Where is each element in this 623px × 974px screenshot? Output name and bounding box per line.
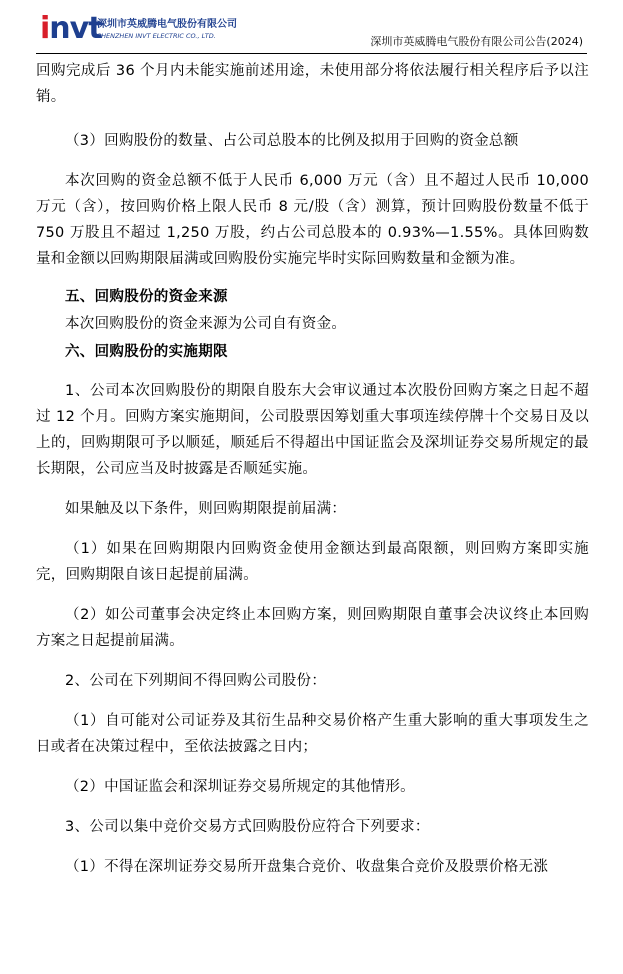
- paragraph: 回购完成后 36 个月内未能实施前述用途，未使用部分将依法履行相关程序后予以注销。: [36, 63, 589, 105]
- document-body: [36, 58, 589, 880]
- logo-company-en: SHENZHEN INVT ELECTRIC CO., LTD.: [97, 32, 216, 40]
- list-item: （2）如公司董事会决定终止本回购方案，则回购期限自董事会决议终止本回购方案之日起提前届满。: [36, 607, 589, 649]
- list-item: （1）不得在深圳证券交易所开盘集合竞价、收盘集合竞价及股票价格无涨: [65, 859, 549, 875]
- paragraph: 2、公司在下列期间不得回购公司股份：: [65, 673, 327, 689]
- page-header: [0, 0, 623, 54]
- subsection-heading: （3）回购股份的数量、占公司总股本的比例及拟用于回购的资金总额: [65, 133, 519, 149]
- paragraph: 本次回购的资金总额不低于人民币 6,000 万元（含）且不超过人民币 10,000 万元（含），按回购价格上限人民币 8 元/股（含）测算，预计回购股份数量不低于 750 万股且不超过 1,250 万股，约占公司总股本的 0.93%—1.55%。具体回购数量和金额以回购期限届满或回购股份实施完毕时实际回购数量和金额为准。: [36, 173, 589, 267]
- header-divider: [36, 53, 587, 54]
- list-item: （1）如果在回购期限内回购资金使用金额达到最高限额，则回购方案即实施完，回购期限自该日起提前届满。: [36, 541, 589, 583]
- paragraph: 1、公司本次回购股份的期限自股东大会审议通过本次股份回购方案之日起不超过 12 个月。回购方案实施期间，公司股票因筹划重大事项连续停牌十个交易日及以上的，回购期限可予以顺延，顺延后不得超出中国证监会及深圳证券交易所规定的最长期限，公司应当及时披露是否顺延实施。: [36, 383, 589, 477]
- paragraph: 本次回购股份的资金来源为公司自有资金。: [65, 316, 347, 332]
- paragraph: 如果触及以下条件，则回购期限提前届满：: [65, 501, 347, 517]
- invt-logo-mark: invt: [40, 11, 102, 46]
- announcement-title: 深圳市英威腾电气股份有限公司公告(2024): [370, 35, 583, 48]
- section-heading: 五、回购股份的资金来源: [65, 289, 228, 305]
- section-heading: 六、回购股份的实施期限: [65, 344, 228, 360]
- list-item: （1）自可能对公司证券及其衍生品种交易价格产生重大影响的重大事项发生之日或者在决策过程中，至依法披露之日内；: [36, 713, 589, 755]
- paragraph: 3、公司以集中竞价交易方式回购股份应符合下列要求：: [65, 819, 430, 835]
- logo-company-cn: 深圳市英威腾电气股份有限公司: [97, 19, 237, 30]
- list-item: （2）中国证监会和深圳证券交易所规定的其他情形。: [65, 779, 415, 795]
